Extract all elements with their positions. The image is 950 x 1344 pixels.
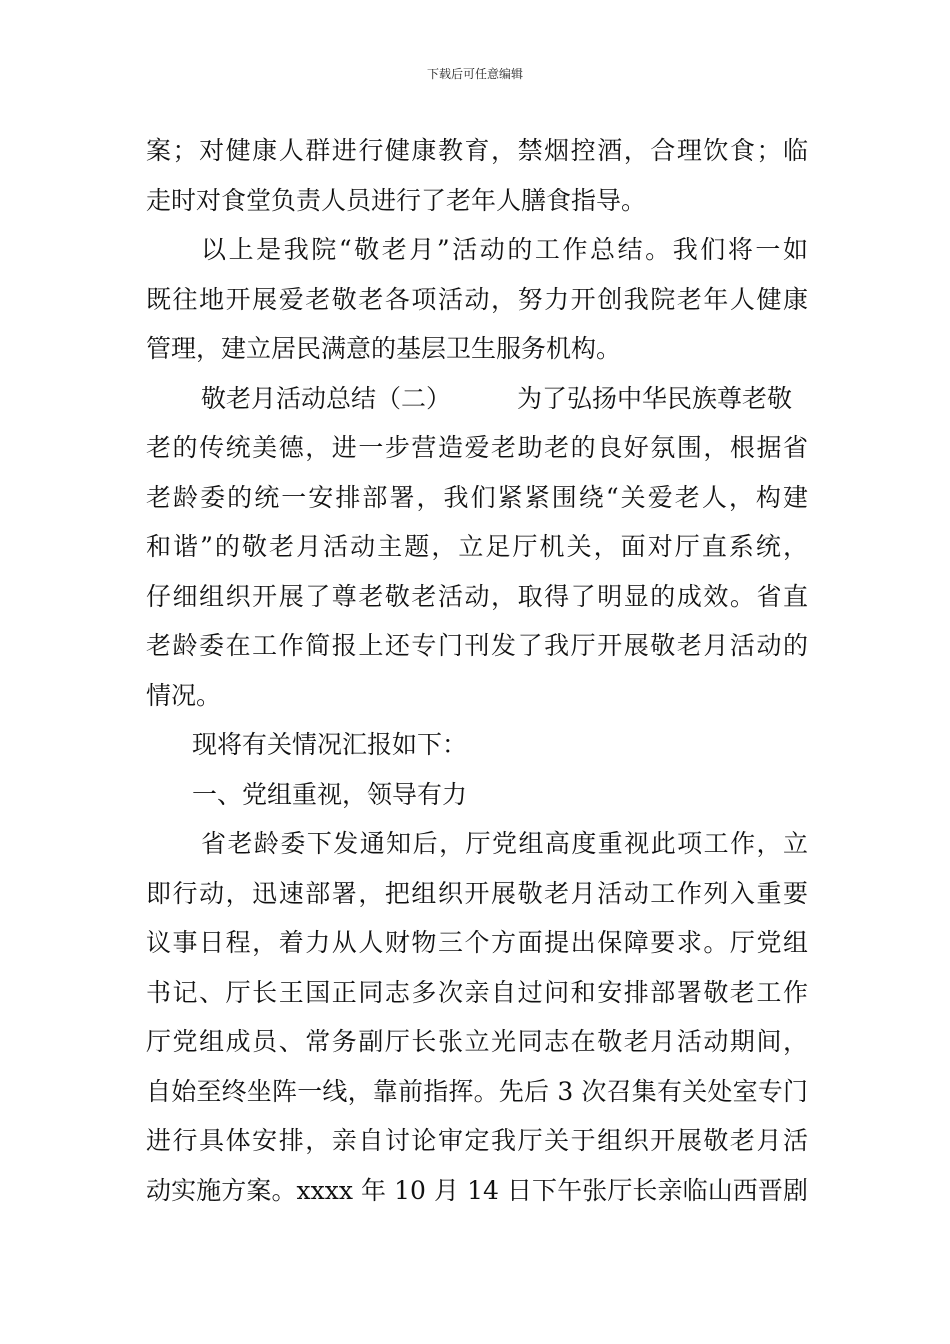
paragraph-line: 老龄委的统一安排部署，我们紧紧围绕“关爱老人，构建 [146,482,808,512]
paragraph-line: 老龄委在工作简报上还专门刊发了我厅开展敬老月活动的 [146,631,808,660]
document-body [146,126,808,1215]
paragraph-line: 厅党组成员、常务副厅长张立光同志在敬老月活动期间， [146,1027,808,1056]
subsection-heading: 一、党组重视，领导有力 [192,779,468,809]
paragraph-line: 议事日程，着力从人财物三个方面提出保障要求。厅党组 [146,928,808,957]
paragraph-line: 省老龄委下发通知后，厅党组高度重视此项工作，立 [201,829,808,858]
paragraph-text: 为了弘扬中华民族尊老敬 [517,383,793,413]
paragraph-line: 管理，建立居民满意的基层卫生服务机构。 [146,334,622,363]
paragraph-line: 现将有关情况汇报如下： [192,730,468,759]
paragraph-line: 动实施方案。xxxx 年 10 月 14 日下午张厅长亲临山西晋剧 [146,1175,808,1205]
paragraph-line: 进行具体安排，亲自讨论审定我厅关于组织开展敬老月活 [146,1126,808,1155]
paragraph-line: 以上是我院“敬老月”活动的工作总结。我们将一如 [201,235,808,264]
section-title: 敬老月活动总结（二） [201,383,452,413]
paragraph-line: 既往地开展爱老敬老各项活动，努力开创我院老年人健康 [146,284,808,314]
paragraph-line: 书记、厅长王国正同志多次亲自过问和安排部署敬老工作 [146,977,808,1007]
page-header: 下载后可任意编辑 [426,67,523,81]
paragraph-line: 和谐”的敬老月活动主题，立足厅机关，面对厅直系统， [146,532,808,561]
paragraph-line [146,374,808,424]
paragraph-line: 走时对食堂负责人员进行了老年人膳食指导。 [146,185,647,215]
paragraph-line: 即行动，迅速部署，把组织开展敬老月活动工作列入重要 [146,878,808,908]
paragraph-line: 仔细组织开展了尊老敬老活动，取得了明显的成效。省直 [146,581,808,611]
paragraph-line: 自始至终坐阵一线，靠前指挥。先后 3 次召集有关处室专门 [146,1076,808,1106]
paragraph-line: 情况。 [146,680,222,710]
paragraph-line: 案；对健康人群进行健康教育，禁烟控酒，合理饮食；临 [146,136,808,165]
paragraph-line: 老的传统美德，进一步营造爱老助老的良好氛围，根据省 [146,433,808,462]
